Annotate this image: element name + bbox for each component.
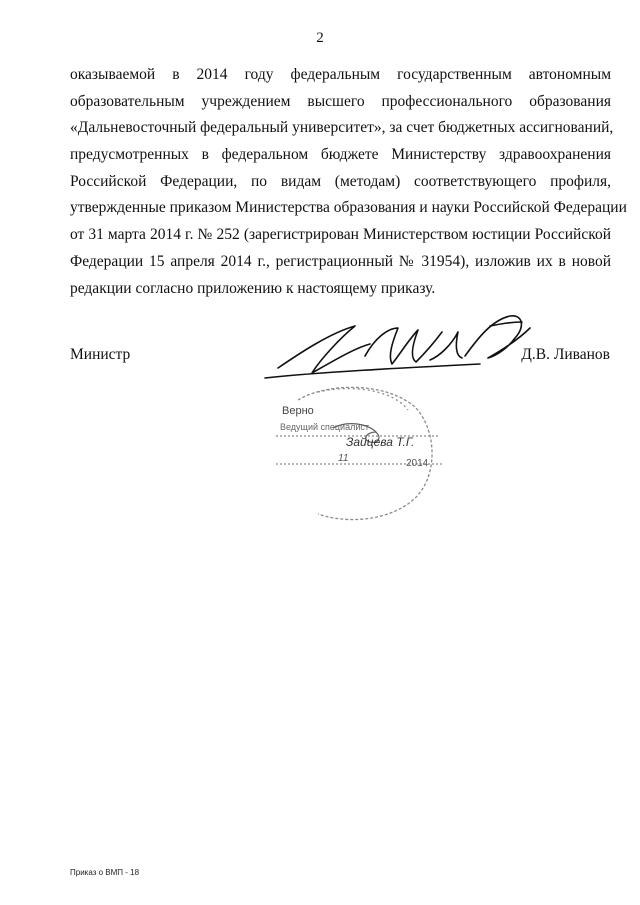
body-line: редакции согласно приложению к настоящему приказу. — [70, 279, 436, 297]
stamp-certified-word: Верно — [282, 405, 314, 417]
signatory-name: Д.В. Ливанов — [521, 346, 610, 363]
stamp-day: 11 — [338, 453, 349, 464]
body-line: предусмотренных в федеральном бюджете Министерству здравоохранения — [70, 146, 611, 164]
body-line: утвержденные приказом Министерства образования и науки Российской Федерации — [70, 199, 627, 217]
stamp-year: 2014 — [406, 458, 429, 469]
body-line: образовательным учреждением высшего профессионального образования — [70, 92, 611, 110]
stamp-circle-graphic — [258, 380, 458, 525]
stamp-name: Зайцева Т.Г. — [346, 435, 415, 449]
footer-label: Приказ о ВМП - 18 — [70, 868, 140, 877]
body-line: Федерации 15 апреля 2014 г., регистрационный № 31954), изложив их в новой — [70, 252, 611, 270]
body-line: от 31 марта 2014 г. № 252 (зарегистрирован Министерством юстиции Российской — [70, 226, 611, 244]
handwritten-signature — [260, 298, 560, 388]
certification-stamp — [258, 380, 458, 525]
signatory-title: Министр — [70, 346, 131, 363]
body-line: Российской Федерации, по видам (методам) соответствующего профиля, — [70, 172, 611, 190]
body-text — [70, 62, 627, 302]
body-line: оказываемой в 2014 году федеральным государственным автономным — [70, 66, 611, 83]
stamp-position: Ведущий специалист — [280, 422, 369, 432]
body-line: «Дальневосточный федеральный университет», за счет бюджетных ассигнований, — [70, 119, 614, 137]
page-number: 2 — [316, 30, 324, 46]
